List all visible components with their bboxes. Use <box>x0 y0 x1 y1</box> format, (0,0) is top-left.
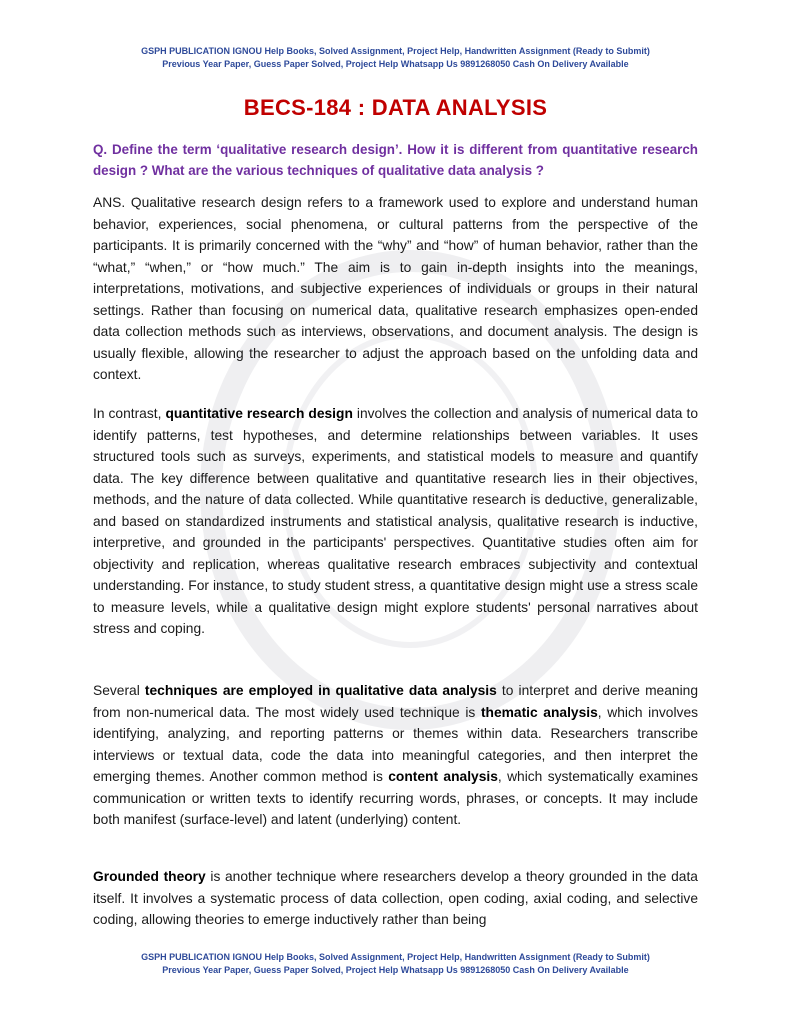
bold-term: Grounded theory <box>93 869 206 884</box>
footer-line-2: Previous Year Paper, Guess Paper Solved, Project Help Whatsapp Us 9891268050 Cash On Delivery Available <box>162 965 629 975</box>
page-header <box>0 45 791 71</box>
text-run: to interpret and derive meaning from non-numerical data. The most widely used technique is <box>93 683 698 720</box>
bold-term: techniques are employed in qualitative data analysis <box>144 683 497 698</box>
answer-paragraph-3 <box>93 680 698 831</box>
answer-paragraph-4 <box>93 866 698 931</box>
text-run: is another technique where researchers develop a theory grounded in the data itself. It involves a systematic process of data collection, open coding, axial coding, and selective coding, allowing theories to emerge inductively rather than being <box>93 869 698 927</box>
answer-paragraph-1: ANS. Qualitative research design refers to a framework used to explore and understand human behavior, experiences, social phenomena, or cultural patterns from the perspective of the participants. It is primarily concerned with the “why” and “how” of human behavior, rather than the “what,” “when,” or “how much.” The aim is to gain in-depth insights into the meanings, interpretations, motivations, and subjective experiences of individuals or groups in their natural settings. Rather than focusing on numerical data, qualitative research emphasizes open-ended data collection methods such as interviews, observations, and document analysis. The design is usually flexible, allowing the researcher to adjust the approach based on the unfolding data and context. <box>93 195 698 382</box>
bold-term: quantitative research design <box>165 406 353 421</box>
bold-term: thematic analysis <box>480 704 598 720</box>
footer-line-1: GSPH PUBLICATION IGNOU Help Books, Solved Assignment, Project Help, Handwritten Assignment (Ready to Submit) <box>141 952 650 962</box>
text-run: , which systematically examines communication or written texts to identify recurring words, phrases, or concepts. It may include both manifest (surface-level) and latent (underlying) content. <box>93 769 699 827</box>
page-title: BECS-184 : DATA ANALYSIS <box>243 95 548 120</box>
header-line-2: Previous Year Paper, Guess Paper Solved, Project Help Whatsapp Us 9891268050 Cash On Delivery Available <box>162 59 629 69</box>
answer-paragraph-2 <box>93 403 698 640</box>
text-run: In contrast, <box>93 406 166 421</box>
bold-term: content analysis <box>388 769 498 784</box>
text-run: Several <box>93 683 145 698</box>
page-footer <box>0 951 791 977</box>
header-line-1: GSPH PUBLICATION IGNOU Help Books, Solved Assignment, Project Help, Handwritten Assignment (Ready to Submit) <box>141 46 650 56</box>
text-run: involves the collection and analysis of numerical data to identify patterns, test hypotheses, and determine relationships between variables. It uses structured tools such as surveys, experiments, and statistical models to measure and quantify data. The key difference between qualitative and quantitative research lies in their objectives, methods, and the nature of data collected. While quantitative research is deductive, generalizable, and based on standardized instruments and statistical analysis, qualitative research is inductive, interpretive, and grounded in the participants' perspectives. Quantitative studies often aim for objectivity and replication, whereas qualitative research embraces subjectivity and contextual understanding. For instance, to study student stress, a quantitative design might use a stress scale to measure levels, while a qualitative design might explore students' personal narratives about stress and coping. <box>93 406 698 636</box>
question-text: Q. Define the term ‘qualitative research design’. How it is different from quantitative research design ? What are the various techniques of qualitative data analysis ? <box>93 142 698 178</box>
text-run: , which involves identifying, analyzing, and reporting patterns or themes within data. Researchers transcribe interviews or textual data, code the data into meaningful categories, and then interpret the emerging themes. Another common method is <box>93 704 699 784</box>
